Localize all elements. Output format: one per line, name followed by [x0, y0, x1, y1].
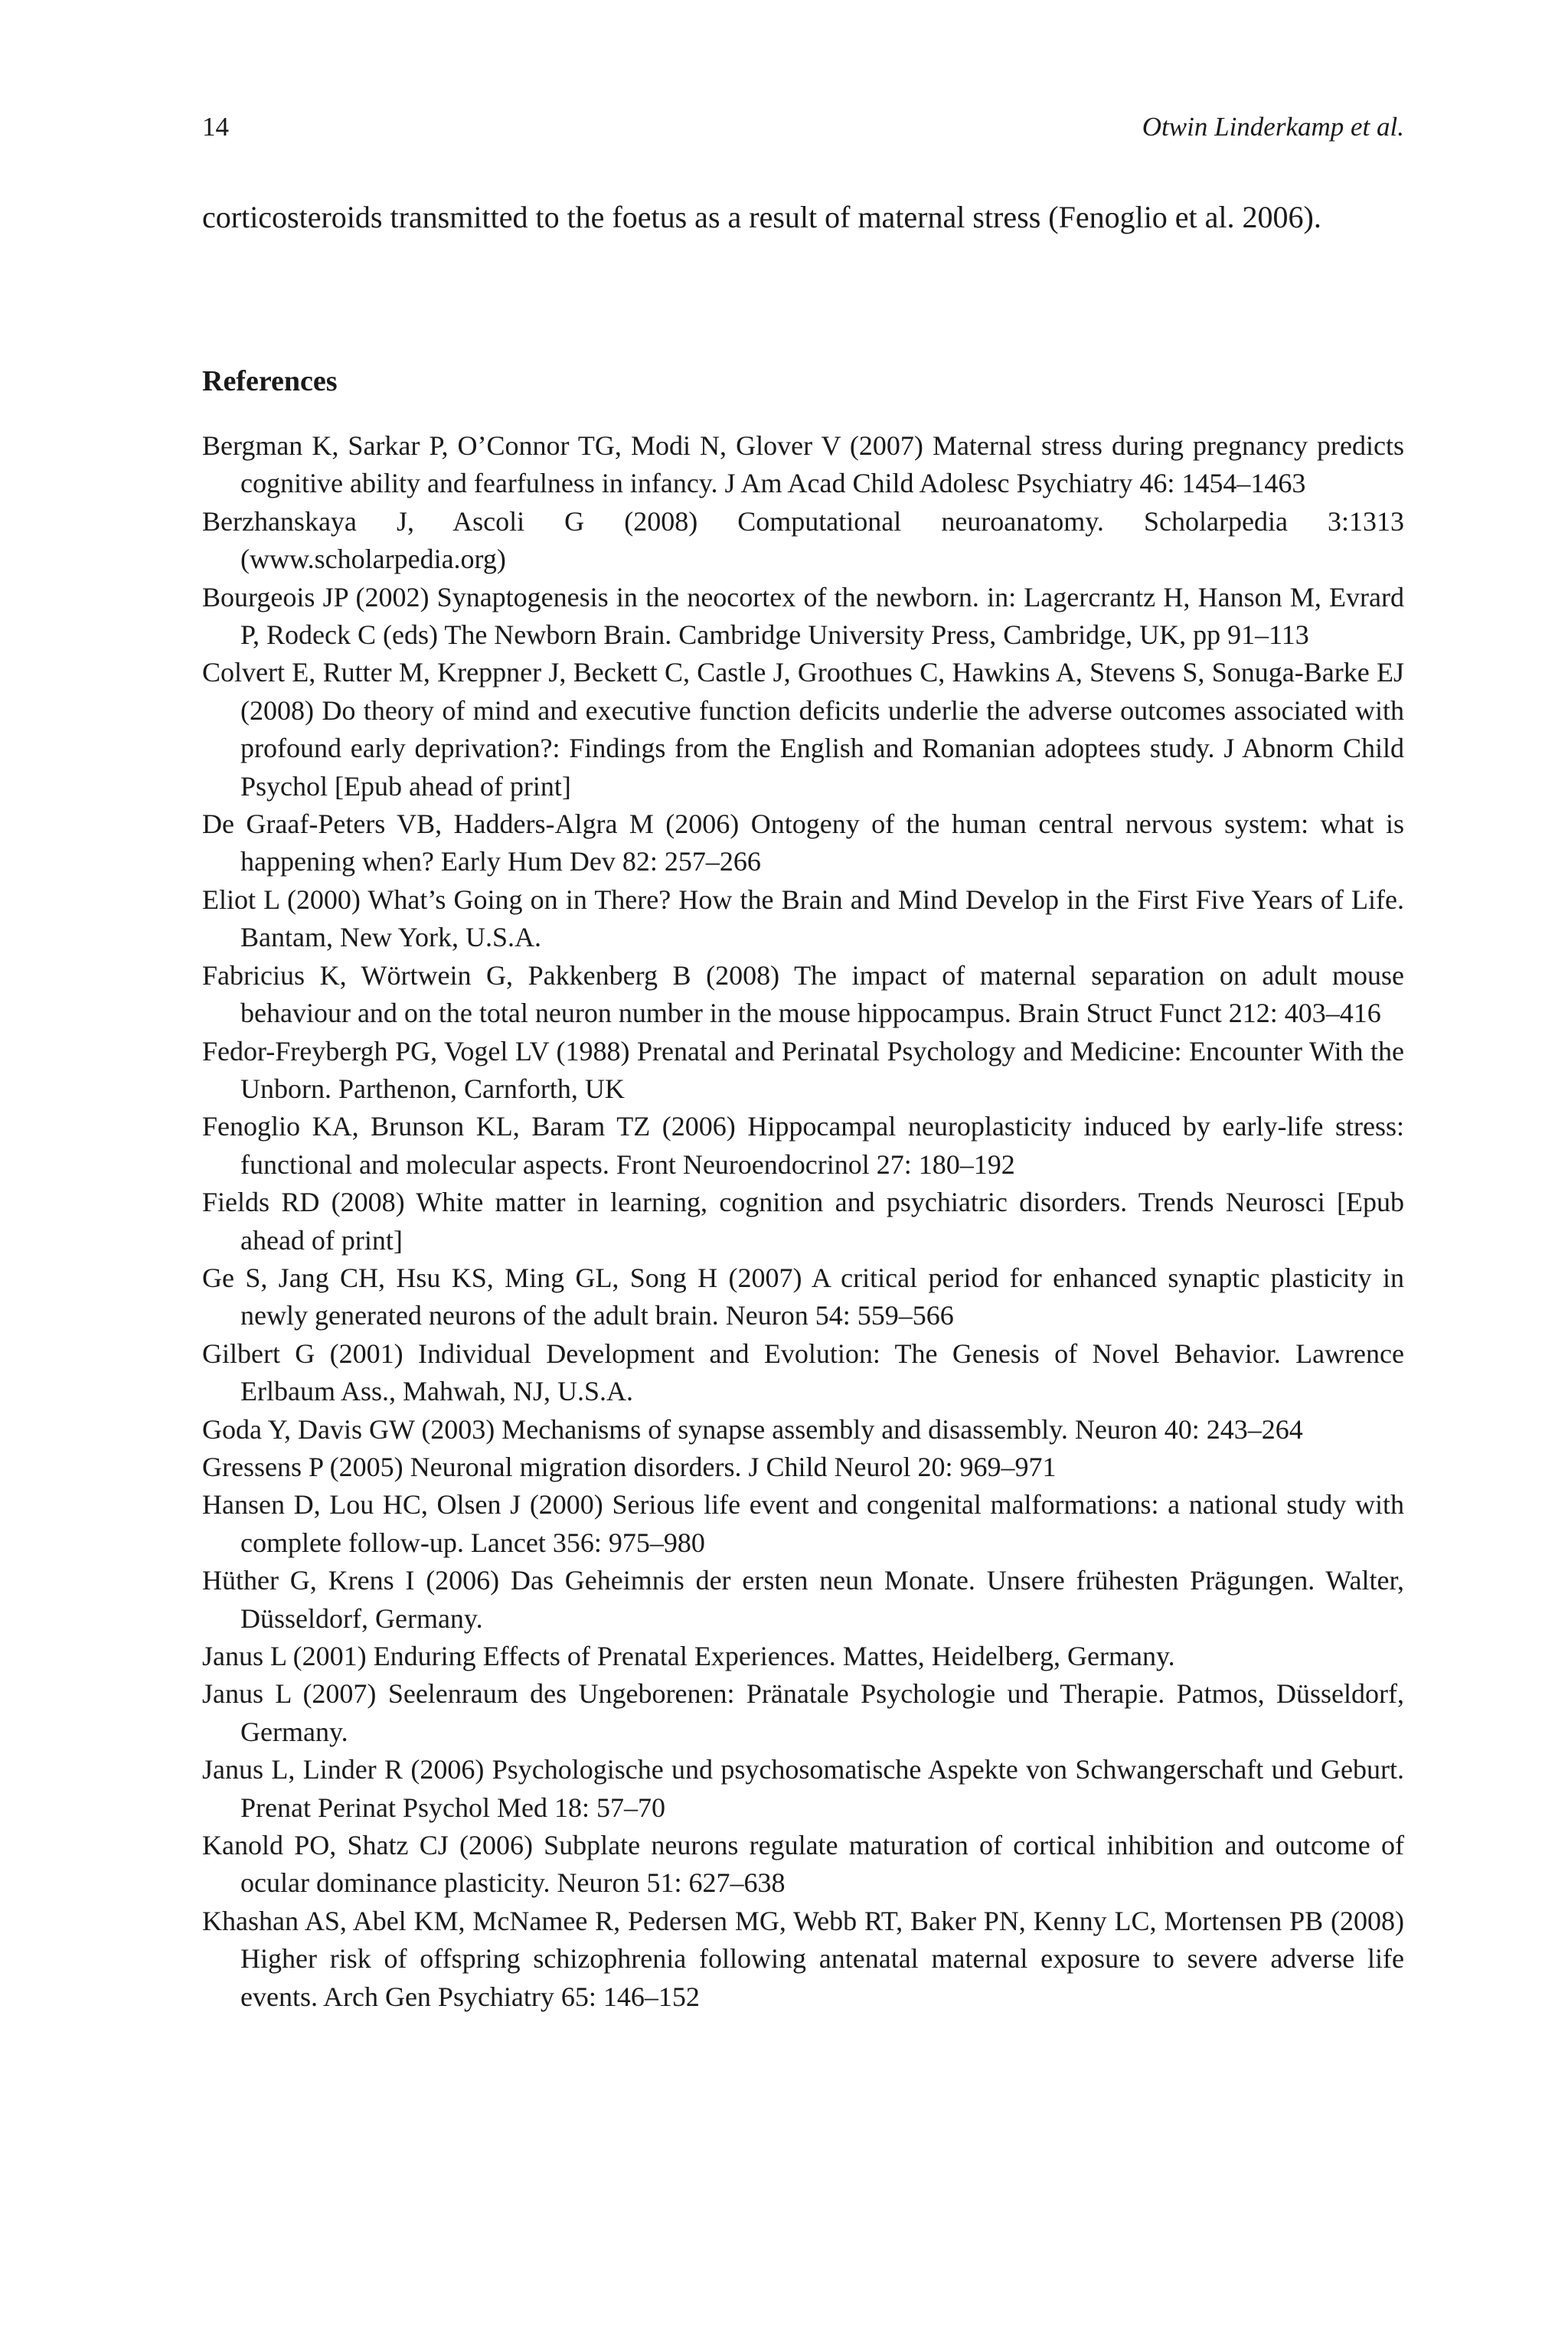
- reference-item: Khashan AS, Abel KM, McNamee R, Pedersen MG, Webb RT, Baker PN, Kenny LC, Mortensen PB (2008) Higher risk of offspring schizophrenia following antenatal maternal exposure to severe adverse life events. Arch Gen Psychiatry 65: 146–152: [202, 1905, 1404, 2012]
- reference-item: Fedor-Freybergh PG, Vogel LV (1988) Prenatal and Perinatal Psychology and Medicine: Encounter With the Unborn. Parthenon, Carnforth, UK: [202, 1035, 1404, 1104]
- reference-item: Janus L (2001) Enduring Effects of Prenatal Experiences. Mattes, Heidelberg, Germany.: [202, 1641, 1175, 1671]
- reference-item: De Graaf-Peters VB, Hadders-Algra M (2006) Ontogeny of the human central nervous system: what is happening when? Early Hum Dev 82: 257–266: [202, 808, 1404, 877]
- book-page: [202, 0, 1404, 2352]
- reference-item: Hansen D, Lou HC, Olsen J (2000) Serious life event and congenital malformations: a national study with complete follow-up. Lancet 356: 975–980: [202, 1489, 1404, 1558]
- page-header: [202, 112, 1404, 150]
- reference-item: Bergman K, Sarkar P, O’Connor TG, Modi N, Glover V (2007) Maternal stress during pregnancy predicts cognitive ability and fearfulness in infancy. J Am Acad Child Adolesc Psychiatry 46: 1454–1463: [202, 430, 1404, 499]
- reference-item: Hüther G, Krens I (2006) Das Geheimnis der ersten neun Monate. Unsere frühesten Prägungen. Walter, Düsseldorf, Germany.: [202, 1565, 1404, 1634]
- reference-item: Gressens P (2005) Neuronal migration disorders. J Child Neurol 20: 969–971: [202, 1451, 1057, 1482]
- reference-item: Berzhanskaya J, Ascoli G (2008) Computational neuroanatomy. Scholarpedia 3:1313 (www.scholarpedia.org): [202, 505, 1404, 575]
- reference-item: Fenoglio KA, Brunson KL, Baram TZ (2006) Hippocampal neuroplasticity induced by early-life stress: functional and molecular aspects. Front Neuroendocrinol 27: 180–192: [202, 1111, 1404, 1180]
- page-number: 14: [202, 112, 229, 142]
- references-heading: References: [202, 365, 338, 397]
- reference-item: Kanold PO, Shatz CJ (2006) Subplate neurons regulate maturation of cortical inhibition and outcome of ocular dominance plasticity. Neuron 51: 627–638: [202, 1830, 1404, 1899]
- references-list: [202, 427, 1404, 2016]
- reference-item: Bourgeois JP (2002) Synaptogenesis in the neocortex of the newborn. in: Lagercrantz H, Hanson M, Evrard P, Rodeck C (eds) The Newborn Brain. Cambridge University Press, Cambridge, UK, pp 91–113: [202, 581, 1404, 651]
- running-head-authors: Otwin Linderkamp et al.: [1142, 112, 1404, 142]
- reference-item: Ge S, Jang CH, Hsu KS, Ming GL, Song H (2007) A critical period for enhanced synaptic plasticity in newly generated neurons of the adult brain. Neuron 54: 559–566: [202, 1262, 1404, 1331]
- reference-item: Fabricius K, Wörtwein G, Pakkenberg B (2008) The impact of maternal separation on adult mouse behaviour and on the total neuron number in the mouse hippocampus. Brain Struct Funct 212: 403–416: [202, 959, 1404, 1029]
- reference-item: Fields RD (2008) White matter in learning, cognition and psychiatric disorders. Trends Neurosci [Epub ahead of print]: [202, 1187, 1404, 1256]
- reference-item: Janus L, Linder R (2006) Psychologische und psychosomatische Aspekte von Schwangerschaft und Geburt. Prenat Perinat Psychol Med 18: 57–70: [202, 1754, 1404, 1823]
- reference-item: Gilbert G (2001) Individual Development and Evolution: The Genesis of Novel Behavior. Lawrence Erlbaum Ass., Mahwah, NJ, U.S.A.: [202, 1338, 1404, 1407]
- reference-item: Eliot L (2000) What’s Going on in There? How the Brain and Mind Develop in the First Five Years of Life. Bantam, New York, U.S.A.: [202, 884, 1404, 953]
- reference-item: Goda Y, Davis GW (2003) Mechanisms of synapse assembly and disassembly. Neuron 40: 243–264: [202, 1413, 1303, 1445]
- reference-item: Janus L (2007) Seelenraum des Ungeborenen: Pränatale Psychologie und Therapie. Patmos, Düsseldorf, Germany.: [202, 1678, 1404, 1747]
- body-paragraph: corticosteroids transmitted to the foetus as a result of maternal stress (Fenoglio et al. 2006).: [202, 200, 1321, 234]
- reference-item: Colvert E, Rutter M, Kreppner J, Beckett C, Castle J, Groothues C, Hawkins A, Stevens S, Sonuga-Barke EJ (2008) Do theory of mind and executive function deficits underlie the adverse outcomes associated with profound early deprivation?: Findings from the English and Romanian adoptees study. J Abnorm Child Psychol [Epub ahead of print]: [202, 657, 1404, 802]
